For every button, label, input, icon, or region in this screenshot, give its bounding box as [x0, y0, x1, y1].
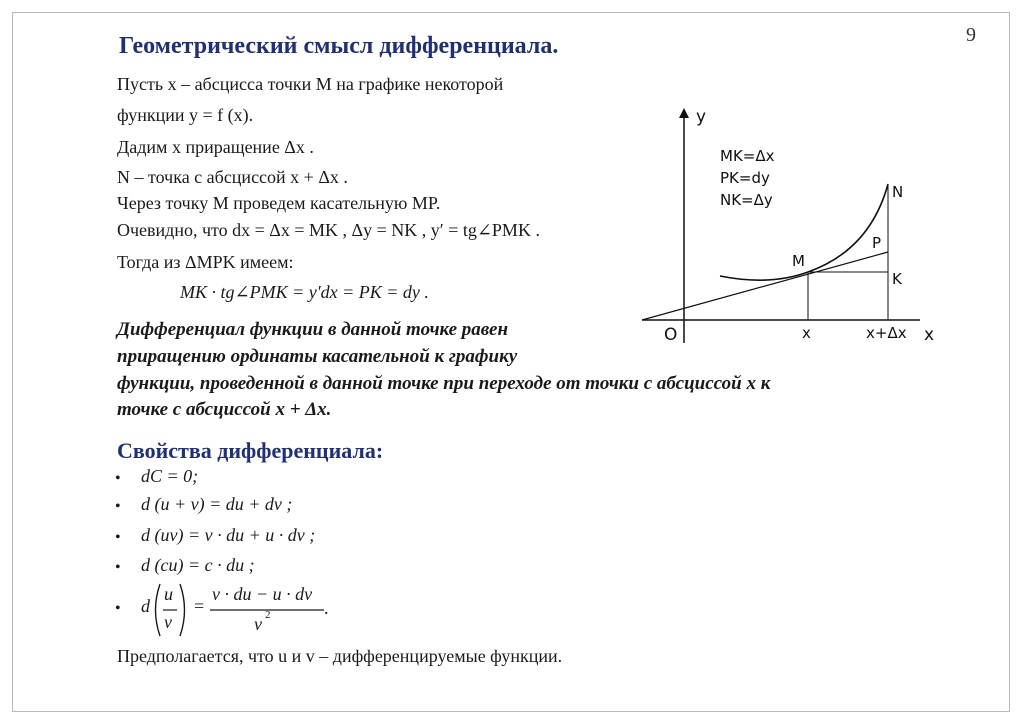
- legend-mk: MK=Δx: [720, 147, 775, 165]
- definition-line-3: функции, проведенной в данной точке при переходе от точки с абсциссой x к: [117, 373, 771, 394]
- definition-line-2: приращению ординаты касательной к графику: [117, 346, 518, 367]
- bullet: •: [115, 498, 121, 515]
- property-3: d (uv) = v · du + u · dv ;: [141, 525, 316, 545]
- property-4: d (cu) = c · du ;: [141, 555, 255, 575]
- point-m-label: M: [792, 252, 805, 270]
- intro-line-2: функции y = f (x).: [117, 105, 254, 125]
- x-label: x: [802, 324, 811, 342]
- origin-label: O: [664, 325, 678, 345]
- tangent-line: [642, 252, 888, 320]
- quotient-v: v: [164, 612, 172, 632]
- bullet: •: [115, 600, 121, 617]
- definition-line-1: Дифференциал функции в данной точке равен: [117, 319, 509, 340]
- quotient-u: u: [164, 584, 173, 604]
- intro-line-7: Тогда из ΔMPK имеем:: [117, 252, 294, 272]
- quotient-eq: =: [194, 596, 205, 616]
- point-k-label: K: [892, 270, 902, 288]
- bullet: •: [115, 559, 121, 576]
- property-1: dC = 0;: [141, 466, 199, 486]
- quotient-d: d: [141, 596, 150, 616]
- x-axis-label: x: [924, 325, 935, 345]
- conclusion: Предполагается, что u и v – дифференцируемые функции.: [117, 646, 563, 666]
- bullet: •: [115, 529, 121, 546]
- y-axis-label: y: [696, 107, 707, 127]
- quotient-exponent: 2: [265, 609, 271, 621]
- quotient-end: .: [324, 598, 329, 618]
- intro-line-1: Пусть x – абсцисса точки M на графике некоторой: [117, 74, 504, 94]
- x-dx-label: x+Δx: [866, 324, 907, 342]
- page-number: 9: [966, 24, 976, 46]
- bullet: •: [115, 470, 121, 487]
- quotient-denominator: v: [254, 614, 262, 634]
- intro-formula: MK · tg∠PMK = y′dx = PK = dy .: [180, 282, 429, 302]
- intro-line-3: Дадим x приращение Δx .: [117, 137, 314, 157]
- property-2: d (u + v) = du + dv ;: [141, 494, 293, 514]
- page-title: Геометрический смысл дифференциала.: [119, 33, 559, 59]
- intro-line-5: Через точку M проведем касательную MP.: [117, 193, 441, 213]
- intro-line-6: Очевидно, что dx = Δx = MK , Δy = NK , y′ = tg∠PMK .: [117, 220, 540, 240]
- legend-nk: NK=Δy: [720, 191, 773, 209]
- differential-diagram: [620, 100, 960, 350]
- definition-line-4: точке с абсциссой x + Δx.: [117, 399, 332, 420]
- quotient-numerator: v · du − u · dv: [212, 584, 313, 604]
- point-n-label: N: [892, 183, 904, 201]
- properties-title: Свойства дифференциала:: [117, 438, 384, 463]
- point-p-label: P: [872, 234, 882, 252]
- legend-pk: PK=dy: [720, 169, 770, 187]
- intro-line-4: N – точка с абсциссой x + Δx .: [117, 167, 348, 187]
